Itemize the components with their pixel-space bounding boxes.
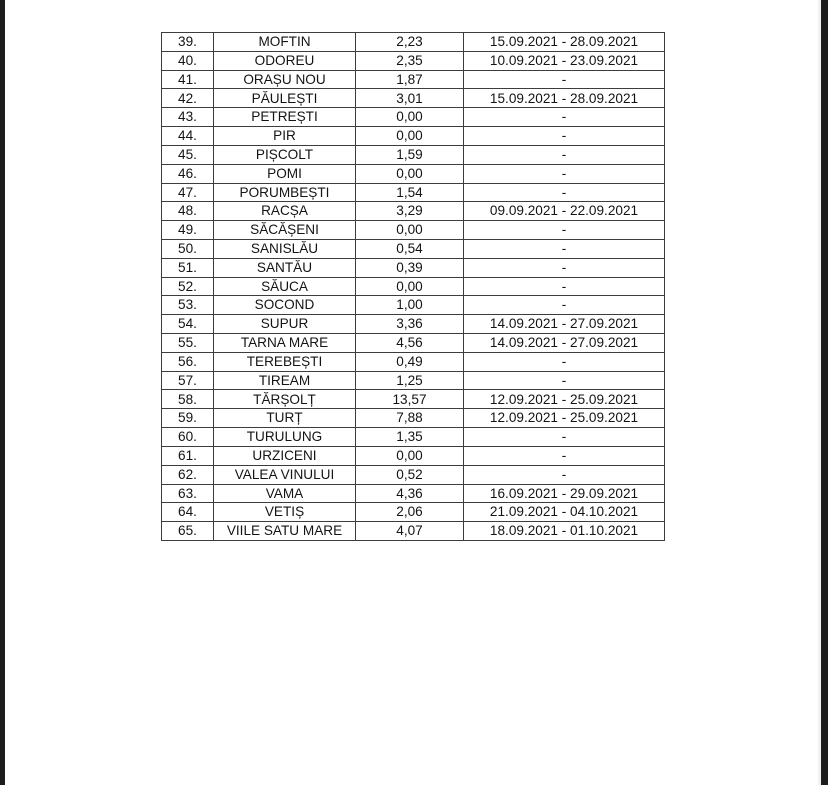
row-number-cell: 50. xyxy=(162,239,214,258)
locality-name-cell: VIILE SATU MARE xyxy=(214,522,356,541)
table-row xyxy=(162,221,665,240)
row-number-cell: 54. xyxy=(162,315,214,334)
period-cell: - xyxy=(464,239,665,258)
value-cell: 0,54 xyxy=(356,239,464,258)
locality-name-cell: PETREȘTI xyxy=(214,108,356,127)
locality-name-cell: ODOREU xyxy=(214,51,356,70)
row-number-cell: 60. xyxy=(162,428,214,447)
row-number-cell: 42. xyxy=(162,89,214,108)
value-cell: 4,36 xyxy=(356,484,464,503)
table-row xyxy=(162,390,665,409)
locality-name-cell: TURULUNG xyxy=(214,428,356,447)
row-number-cell: 53. xyxy=(162,296,214,315)
locality-name-cell: TĂRȘOLȚ xyxy=(214,390,356,409)
table-row xyxy=(162,465,665,484)
value-cell: 7,88 xyxy=(356,409,464,428)
row-number-cell: 43. xyxy=(162,108,214,127)
table-row xyxy=(162,522,665,541)
row-number-cell: 44. xyxy=(162,127,214,146)
table-row xyxy=(162,352,665,371)
value-cell: 0,49 xyxy=(356,352,464,371)
table-row xyxy=(162,70,665,89)
row-number-cell: 47. xyxy=(162,183,214,202)
value-cell: 2,35 xyxy=(356,51,464,70)
period-cell: 12.09.2021 - 25.09.2021 xyxy=(464,390,665,409)
locality-name-cell: VETIȘ xyxy=(214,503,356,522)
locality-name-cell: SUPUR xyxy=(214,315,356,334)
value-cell: 1,59 xyxy=(356,145,464,164)
row-number-cell: 65. xyxy=(162,522,214,541)
locality-name-cell: URZICENI xyxy=(214,446,356,465)
table-row xyxy=(162,334,665,353)
value-cell: 0,00 xyxy=(356,127,464,146)
row-number-cell: 41. xyxy=(162,70,214,89)
locality-name-cell: SANISLĂU xyxy=(214,239,356,258)
period-cell: - xyxy=(464,70,665,89)
table-row xyxy=(162,503,665,522)
table-row xyxy=(162,239,665,258)
table-row xyxy=(162,428,665,447)
value-cell: 0,52 xyxy=(356,465,464,484)
locality-name-cell: VALEA VINULUI xyxy=(214,465,356,484)
period-cell: - xyxy=(464,446,665,465)
row-number-cell: 64. xyxy=(162,503,214,522)
period-cell: - xyxy=(464,258,665,277)
table-row xyxy=(162,33,665,52)
table-row xyxy=(162,202,665,221)
locality-data-table xyxy=(161,32,665,541)
value-cell: 0,00 xyxy=(356,446,464,465)
table-row xyxy=(162,127,665,146)
locality-name-cell: MOFTIN xyxy=(214,33,356,52)
value-cell: 2,23 xyxy=(356,33,464,52)
period-cell: - xyxy=(464,465,665,484)
period-cell: 09.09.2021 - 22.09.2021 xyxy=(464,202,665,221)
table-row xyxy=(162,183,665,202)
row-number-cell: 59. xyxy=(162,409,214,428)
row-number-cell: 58. xyxy=(162,390,214,409)
table-row xyxy=(162,108,665,127)
period-cell: - xyxy=(464,277,665,296)
row-number-cell: 55. xyxy=(162,334,214,353)
period-cell: - xyxy=(464,183,665,202)
value-cell: 1,54 xyxy=(356,183,464,202)
period-cell: - xyxy=(464,221,665,240)
period-cell: 12.09.2021 - 25.09.2021 xyxy=(464,409,665,428)
locality-name-cell: PIȘCOLT xyxy=(214,145,356,164)
period-cell: - xyxy=(464,127,665,146)
locality-name-cell: RACȘA xyxy=(214,202,356,221)
value-cell: 3,29 xyxy=(356,202,464,221)
row-number-cell: 48. xyxy=(162,202,214,221)
period-cell: - xyxy=(464,296,665,315)
table-row xyxy=(162,409,665,428)
value-cell: 3,36 xyxy=(356,315,464,334)
row-number-cell: 51. xyxy=(162,258,214,277)
row-number-cell: 62. xyxy=(162,465,214,484)
locality-name-cell: TARNA MARE xyxy=(214,334,356,353)
period-cell: - xyxy=(464,145,665,164)
period-cell: 15.09.2021 - 28.09.2021 xyxy=(464,89,665,108)
table-row xyxy=(162,484,665,503)
value-cell: 4,56 xyxy=(356,334,464,353)
value-cell: 0,00 xyxy=(356,164,464,183)
period-cell: - xyxy=(464,371,665,390)
table-row xyxy=(162,446,665,465)
row-number-cell: 40. xyxy=(162,51,214,70)
locality-name-cell: SĂCĂȘENI xyxy=(214,221,356,240)
period-cell: 21.09.2021 - 04.10.2021 xyxy=(464,503,665,522)
value-cell: 0,39 xyxy=(356,258,464,277)
period-cell: - xyxy=(464,428,665,447)
row-number-cell: 49. xyxy=(162,221,214,240)
row-number-cell: 46. xyxy=(162,164,214,183)
right-edge-bar xyxy=(821,0,828,785)
period-cell: - xyxy=(464,352,665,371)
period-cell: 18.09.2021 - 01.10.2021 xyxy=(464,522,665,541)
period-cell: - xyxy=(464,164,665,183)
locality-name-cell: TIREAM xyxy=(214,371,356,390)
left-edge-bar xyxy=(0,0,5,785)
table-row xyxy=(162,296,665,315)
value-cell: 3,01 xyxy=(356,89,464,108)
row-number-cell: 56. xyxy=(162,352,214,371)
period-cell: 14.09.2021 - 27.09.2021 xyxy=(464,315,665,334)
value-cell: 1,35 xyxy=(356,428,464,447)
period-cell: 16.09.2021 - 29.09.2021 xyxy=(464,484,665,503)
locality-name-cell: POMI xyxy=(214,164,356,183)
table-row xyxy=(162,371,665,390)
value-cell: 1,87 xyxy=(356,70,464,89)
table-row xyxy=(162,145,665,164)
locality-name-cell: SANTĂU xyxy=(214,258,356,277)
value-cell: 0,00 xyxy=(356,277,464,296)
row-number-cell: 39. xyxy=(162,33,214,52)
row-number-cell: 57. xyxy=(162,371,214,390)
period-cell: 15.09.2021 - 28.09.2021 xyxy=(464,33,665,52)
row-number-cell: 61. xyxy=(162,446,214,465)
locality-name-cell: PĂULEȘTI xyxy=(214,89,356,108)
row-number-cell: 45. xyxy=(162,145,214,164)
table-row xyxy=(162,315,665,334)
locality-name-cell: PIR xyxy=(214,127,356,146)
row-number-cell: 63. xyxy=(162,484,214,503)
value-cell: 13,57 xyxy=(356,390,464,409)
value-cell: 1,00 xyxy=(356,296,464,315)
locality-name-cell: ORAȘU NOU xyxy=(214,70,356,89)
locality-name-cell: VAMA xyxy=(214,484,356,503)
table-row xyxy=(162,51,665,70)
locality-name-cell: SĂUCA xyxy=(214,277,356,296)
locality-name-cell: TEREBEȘTI xyxy=(214,352,356,371)
locality-name-cell: PORUMBEȘTI xyxy=(214,183,356,202)
period-cell: 10.09.2021 - 23.09.2021 xyxy=(464,51,665,70)
table-row xyxy=(162,258,665,277)
table-row xyxy=(162,89,665,108)
period-cell: - xyxy=(464,108,665,127)
value-cell: 4,07 xyxy=(356,522,464,541)
locality-name-cell: SOCOND xyxy=(214,296,356,315)
row-number-cell: 52. xyxy=(162,277,214,296)
value-cell: 1,25 xyxy=(356,371,464,390)
locality-name-cell: TURȚ xyxy=(214,409,356,428)
table-row xyxy=(162,164,665,183)
value-cell: 0,00 xyxy=(356,221,464,240)
value-cell: 2,06 xyxy=(356,503,464,522)
table-row xyxy=(162,277,665,296)
value-cell: 0,00 xyxy=(356,108,464,127)
period-cell: 14.09.2021 - 27.09.2021 xyxy=(464,334,665,353)
